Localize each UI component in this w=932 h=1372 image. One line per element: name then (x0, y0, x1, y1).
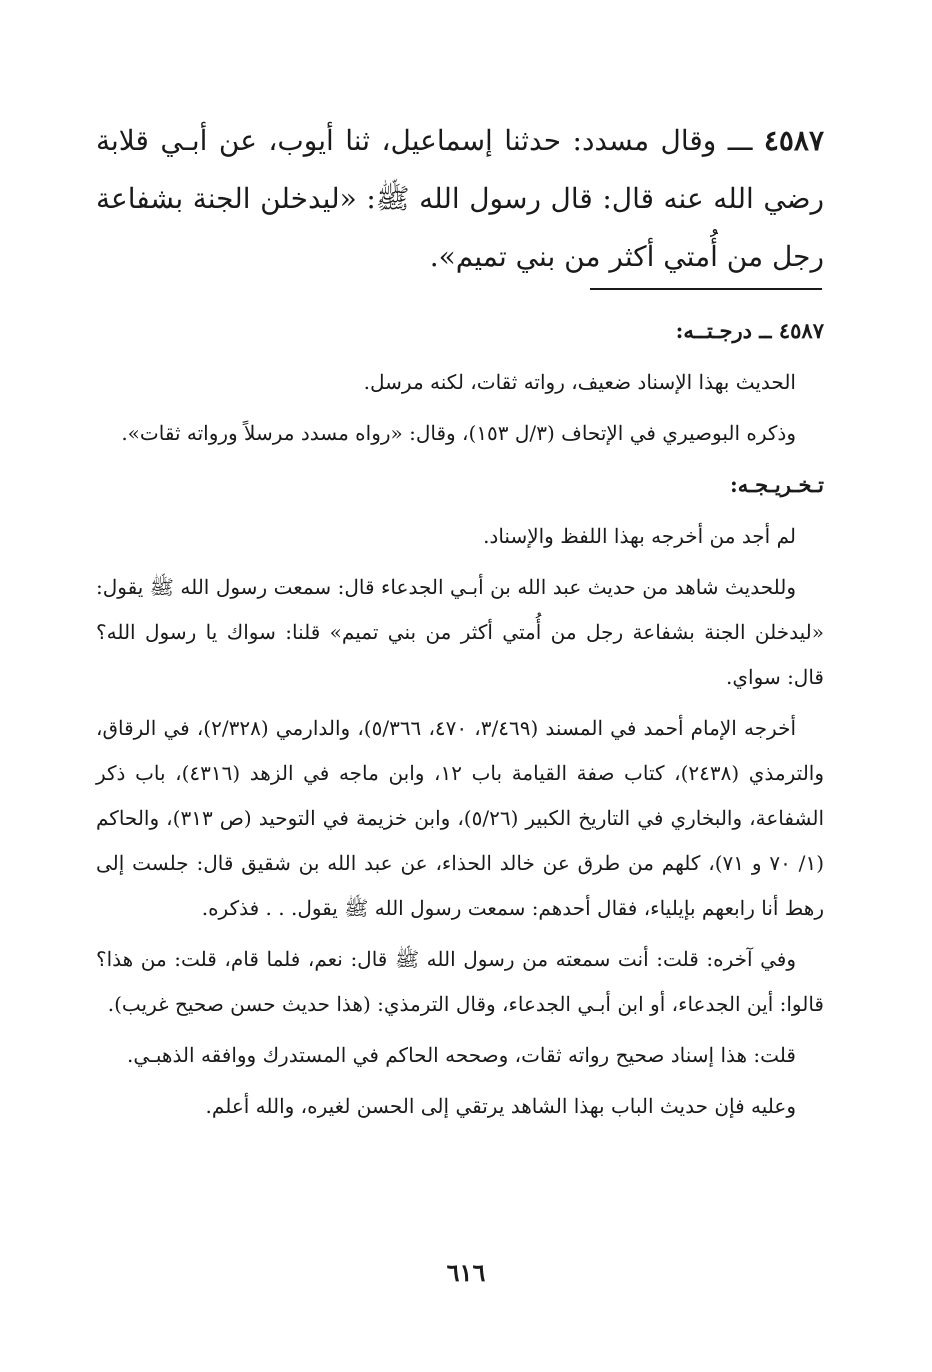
takhrij-paragraph-3: أخرجه الإمام أحمد في المسند (٣/٤٦٩، ٤٧٠، ٥/٣٦٦)، والدارمي (٢/٣٢٨)، في الرقاق، والترمذي (٢٤٣٨)، كتاب صفة القيامة باب ١٢، وابن ماجه في الزهد (٤٣١٦)، باب ذكر الشفاعة، والبخاري في التاريخ الكبير (٥/٢٦)، وابن خزيمة في التوحيد (ص ٣١٣)، والحاكم (١/ ٧٠ و ٧١)، كلهم من طرق عن خالد الحذاء، عن عبد الله بن شقيق قال: جلست إلى رهط أنا رابعهم بإيلياء، فقال أحدهم: سمعت رسول الله ﷺ يقول. . . فذكره. (96, 716, 825, 920)
takhrij-heading: تـخـريـجـه: (729, 472, 824, 497)
grade-paragraph-1: الحديث بهذا الإسناد ضعيف، رواته ثقات، لكنه مرسل. (363, 370, 796, 394)
page-number: ٦١٦ (446, 1258, 486, 1287)
takhrij-paragraph-5: قلت: هذا إسناد صحيح رواته ثقات، وصححه الحاكم في المستدرك ووافقه الذهبـي. (126, 1043, 796, 1067)
takhrij-paragraph-1: لم أجد من أخرجه بهذا اللفظ والإسناد. (483, 524, 796, 548)
takhrij-paragraph-6: وعليه فإن حديث الباب بهذا الشاهد يرتقي إلى الحسن لغيره، والله أعلم. (205, 1094, 796, 1118)
hadith-text-block (96, 112, 824, 286)
commentary-block (96, 308, 824, 1135)
takhrij-paragraph-4: وفي آخره: قلت: أنت سمعته من رسول الله ﷺ قال: نعم، فلما قام، قلت: من هذا؟ قالوا: أين الجدعاء، أو ابن أبـي الجدعاء، وقال الترمذي: (هذا حديث حسن صحيح غريب). (96, 947, 824, 1016)
hadith-dash: ـــ (727, 124, 753, 157)
takhrij-paragraph-2: وللحديث شاهد من حديث عبد الله بن أبـي الجدعاء قال: سمعت رسول الله ﷺ يقول: «ليدخلن الجنة بشفاعة رجل من أُمتي أكثر من بني تميم» قلنا: سواك يا رسول الله؟ قال: سواي. (96, 575, 824, 689)
hadith-body: وقال مسدد: حدثنا إسماعيل، ثنا أيوب، عن أبـي قلابة رضي الله عنه قال: قال رسول الله ﷺ: «ليدخلن الجنة بشفاعة رجل من أُمتي أكثر من بني تميم». (96, 124, 824, 273)
grade-paragraph-2: وذكره البوصيري في الإتحاف (٣/ل ١٥٣)، وقال: «رواه مسدد مرسلاً ورواته ثقات». (121, 421, 796, 445)
grade-heading: ٤٥٨٧ ــ درجـتــه: (675, 318, 824, 343)
footnote-separator (590, 288, 822, 290)
hadith-number: ٤٥٨٧ (763, 124, 824, 157)
